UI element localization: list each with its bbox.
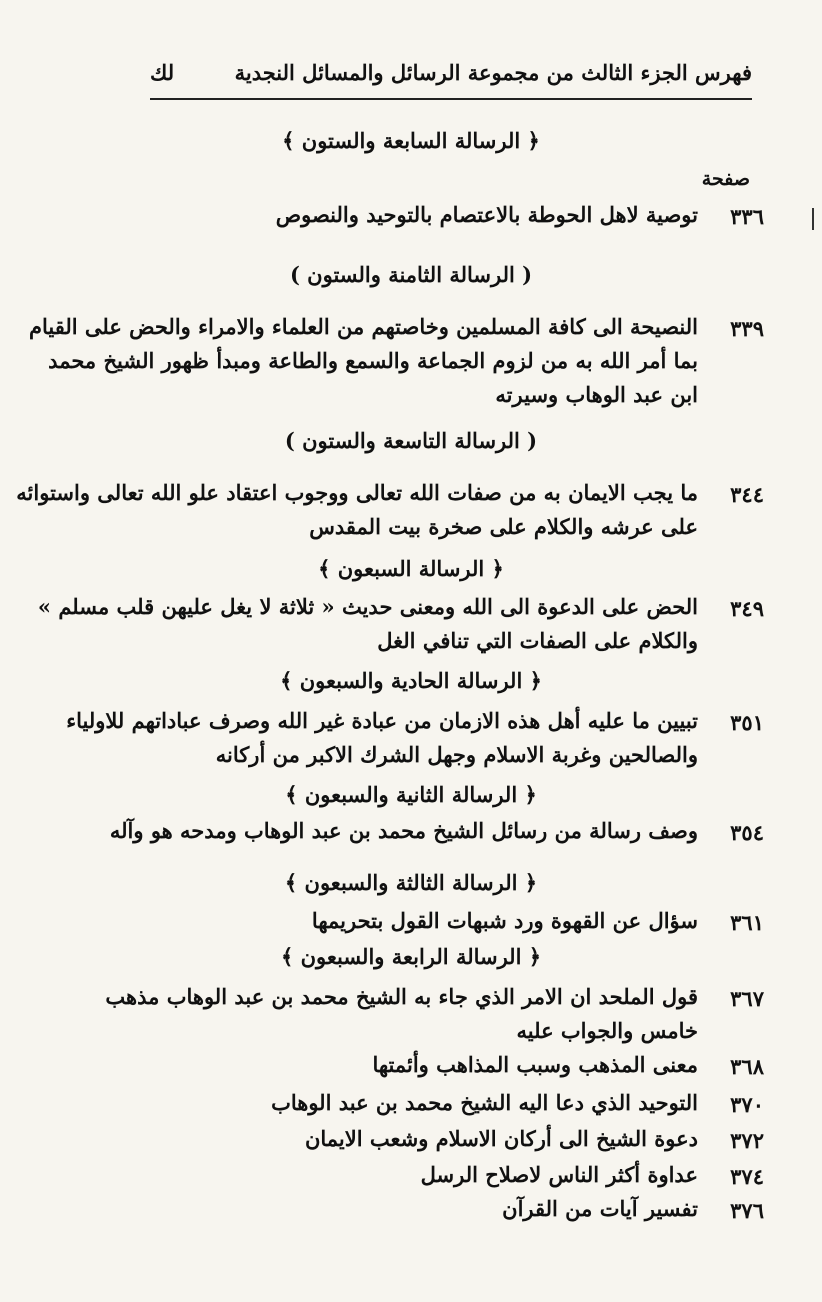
entry-text: سؤال عن القهوة ورد شبهات القول بتحريمها: [311, 908, 698, 933]
section-title: ﴿ الرسالة الثالثة والسبعون ﴾: [284, 870, 538, 895]
entry-text: التوحيد الذي دعا اليه الشيخ محمد بن عبد الوهاب: [271, 1090, 698, 1115]
section-title: ( الرسالة الثامنة والستون ): [289, 262, 533, 287]
section-title: ( الرسالة التاسعة والستون ): [284, 428, 538, 453]
page-column-label: صفحة: [701, 168, 750, 190]
section-title: ﴿ الرسالة السبعون ﴾: [318, 556, 504, 581]
margin-mark: [812, 208, 814, 230]
entry-text: دعوة الشيخ الى أركان الاسلام وشعب الايمان: [304, 1126, 698, 1151]
entry-text: النصيحة الى كافة المسلمين وخاصتهم من العلماء والامراء والحض على القيام: [28, 314, 698, 339]
section-title: ﴿ الرسالة السابعة والستون ﴾: [282, 128, 540, 153]
page-number: ٣٦٨: [730, 1054, 764, 1079]
section-title: ﴿ الرسالة الحادية والسبعون ﴾: [280, 668, 542, 693]
page-number: ٣٣٩: [730, 316, 764, 341]
page-number: ٣٣٦: [730, 204, 764, 229]
entry-text: قول الملحد ان الامر الذي جاء به الشيخ محمد بن عبد الوهاب مذهب: [105, 984, 698, 1009]
section-title: ﴿ الرسالة الثانية والسبعون ﴾: [285, 782, 537, 807]
page-number: ٣٤٩: [730, 596, 764, 621]
page-number: ٣٧٦: [730, 1198, 764, 1223]
page-number: ٣٦٧: [730, 986, 764, 1011]
section-title: ﴿ الرسالة الرابعة والسبعون ﴾: [280, 944, 542, 969]
page-number: ٣٤٤: [730, 482, 764, 507]
entry-text: والصالحين وغربة الاسلام وجهل الشرك الاكبر من أركانه: [215, 742, 698, 767]
entry-text: على عرشه والكلام على صخرة بيت المقدس: [309, 514, 698, 539]
entry-text: عداوة أكثر الناس لاصلاح الرسل: [420, 1162, 698, 1187]
entry-text: والكلام على الصفات التي تنافي الغل: [377, 628, 698, 653]
page-number: ٣٧٤: [730, 1164, 764, 1189]
entry-text: تفسير آيات من القرآن: [502, 1196, 698, 1221]
entry-text: معنى المذهب وسبب المذاهب وأئمتها: [372, 1052, 698, 1077]
entry-text: خامس والجواب عليه: [516, 1018, 698, 1043]
entry-text: ما يجب الايمان به من صفات الله تعالى ووجوب اعتقاد علو الله تعالى واستوائه: [16, 480, 698, 505]
page-number: ٣٧٢: [730, 1128, 764, 1153]
entry-text: ابن عبد الوهاب وسيرته: [495, 382, 698, 407]
page-number: ٣٥١: [730, 710, 764, 735]
entry-text: تبيين ما عليه أهل هذه الازمان من عبادة غير الله وصرف عباداتهم للاولياء: [66, 708, 698, 733]
entry-text: بما أمر الله به من لزوم الجماعة والسمع والطاعة ومبدأ ظهور الشيخ محمد: [48, 348, 698, 373]
header-title: فهرس الجزء الثالث من مجموعة الرسائل والمسائل النجدية: [234, 59, 752, 85]
running-header: [150, 52, 752, 92]
entry-text: الحض على الدعوة الى الله ومعنى حديث « ثلاثة لا يغل عليهن قلب مسلم »: [37, 594, 698, 619]
page-marker: لك: [150, 59, 175, 85]
page-number: ٣٧٠: [730, 1092, 764, 1117]
entry-text: توصية لاهل الحوطة بالاعتصام بالتوحيد والنصوص: [275, 202, 698, 227]
entry-text: وصف رسالة من رسائل الشيخ محمد بن عبد الوهاب ومدحه هو وآله: [109, 818, 698, 843]
header-rule: [150, 98, 752, 100]
page-number: ٣٥٤: [730, 820, 764, 845]
page-number: ٣٦١: [730, 910, 764, 935]
